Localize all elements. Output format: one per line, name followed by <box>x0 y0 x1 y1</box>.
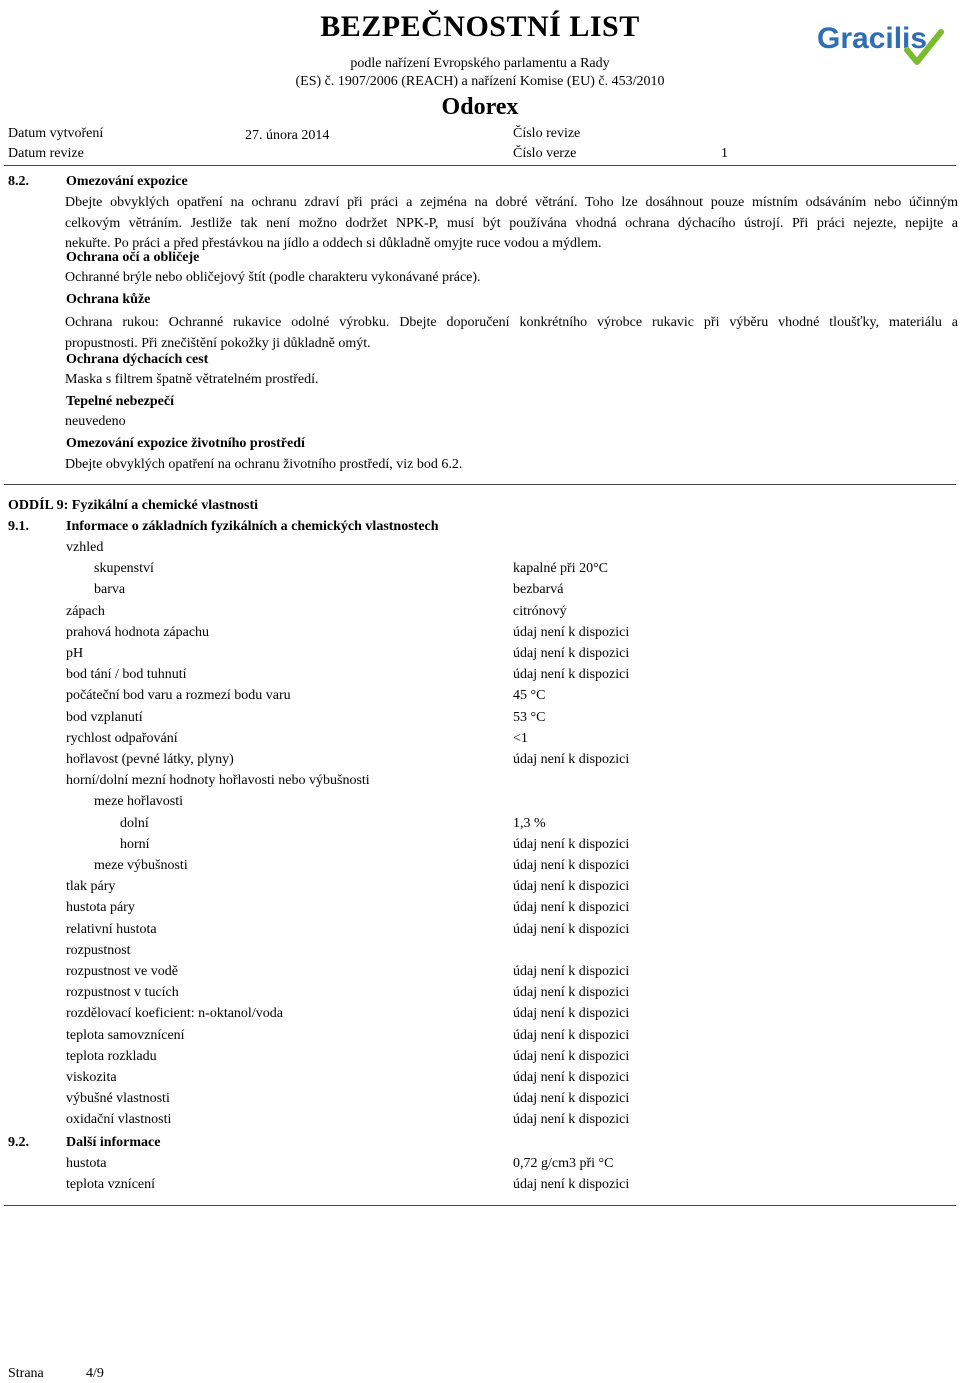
property-label: bod vzplanutí <box>66 709 143 725</box>
property-label: hořlavost (pevné látky, plyny) <box>66 752 234 767</box>
property-value: údaj není k dispozici <box>513 1091 630 1107</box>
property-value: údaj není k dispozici <box>513 836 630 852</box>
document-title: BEZPEČNOSTNÍ LIST <box>320 10 640 43</box>
property-label: teplota vznícení <box>66 1177 156 1193</box>
eye-protection-heading: Ochrana očí a obličeje <box>66 250 200 265</box>
section-9-2-number: 9.2. <box>8 1135 29 1150</box>
property-label: rychlost odpařování <box>66 730 178 746</box>
property-value: 1,3 % <box>513 815 546 831</box>
regulation-line-1: podle nařízení Evropského parlamentu a Rady <box>350 56 610 71</box>
regulation-line-2: (ES) č. 1907/2006 (REACH) a nařízení Komise (EU) č. 453/2010 <box>295 74 665 89</box>
property-label: tlak páry <box>66 879 116 895</box>
section-9-1-number: 9.1. <box>8 519 29 534</box>
environmental-exposure-heading: Omezování expozice životního prostředí <box>66 436 305 451</box>
property-value: citrónový <box>513 603 567 619</box>
product-name: Odorex <box>441 94 519 120</box>
page-number: 4/9 <box>86 1366 104 1381</box>
skin-protection-line-1: Ochrana rukou: Ochranné rukavice odolné výrobku. Dbejte doporučení konkrétního výrobce rukavic při výběru vhodné tloušťky, materiálu a <box>65 315 958 330</box>
property-value: údaj není k dispozici <box>513 1177 630 1193</box>
header-divider <box>4 165 956 166</box>
respiratory-protection-text: Maska s filtrem špatně větratelném prostředí. <box>65 372 319 387</box>
property-label: výbušné vlastnosti <box>66 1091 170 1107</box>
property-value: údaj není k dispozici <box>513 985 630 1001</box>
property-label: relativní hustota <box>66 921 157 937</box>
section-9-heading: ODDÍL 9: Fyzikální a chemické vlastnosti <box>8 498 259 513</box>
property-label: hustota <box>66 1156 107 1171</box>
property-value: údaj není k dispozici <box>513 624 630 640</box>
created-label: Datum vytvoření <box>8 126 104 141</box>
section-9-2-heading: Další informace <box>66 1135 161 1150</box>
skin-protection-line-2: propustnosti. Při znečištění pokožky ji důkladně omýt. <box>65 335 371 351</box>
environmental-exposure-text: Dbejte obvyklých opatření na ochranu životního prostředí, viz bod 6.2. <box>65 457 463 472</box>
property-label: zápach <box>66 603 105 619</box>
property-value: údaj není k dispozici <box>513 1027 630 1043</box>
property-value: <1 <box>513 730 528 746</box>
skin-protection-paragraph <box>65 313 958 354</box>
ventilation-line-1: Dbejte obvyklých opatření na ochranu zdraví při práci a zejména na dobré větrání. Toho lze dosáhnout pouze místním odsáváním nebo účinným <box>65 195 958 210</box>
section-9-divider <box>4 1205 956 1206</box>
property-label: oxidační vlastnosti <box>66 1112 172 1128</box>
ventilation-paragraph <box>65 193 958 255</box>
gracilis-logo <box>815 16 945 81</box>
revision-date-label: Datum revize <box>8 146 84 161</box>
section-8-divider <box>4 484 956 485</box>
property-label: teplota samovznícení <box>66 1027 185 1043</box>
section-8-2-heading: Omezování expozice <box>66 174 188 189</box>
eye-protection-text: Ochranné brýle nebo obličejový štít (podle charakteru vykonávané práce). <box>65 270 481 285</box>
property-value: údaj není k dispozici <box>513 921 630 937</box>
property-label: horní/dolní mezní hodnoty hořlavosti nebo výbušnosti <box>66 773 370 789</box>
property-value: údaj není k dispozici <box>513 1006 630 1022</box>
property-label: rozdělovací koeficient: n-oktanol/voda <box>66 1006 283 1022</box>
property-value: údaj není k dispozici <box>513 646 630 661</box>
property-label: počáteční bod varu a rozmezí bodu varu <box>66 688 291 704</box>
section-9-1-heading: Informace o základních fyzikálních a chemických vlastnostech <box>66 519 439 534</box>
property-value: kapalné při 20°C <box>513 561 609 577</box>
property-value: údaj není k dispozici <box>513 900 630 916</box>
revision-number-label: Číslo revize <box>513 126 581 141</box>
property-label: viskozita <box>66 1070 117 1085</box>
property-label: meze výbušnosti <box>94 858 188 873</box>
property-value: údaj není k dispozici <box>513 879 630 895</box>
property-value: údaj není k dispozici <box>513 964 630 979</box>
property-value: údaj není k dispozici <box>513 1048 630 1064</box>
property-value: 53 °C <box>513 709 546 725</box>
property-label: bod tání / bod tuhnutí <box>66 667 187 683</box>
thermal-hazard-heading: Tepelné nebezpečí <box>66 394 174 409</box>
property-label: rozpustnost <box>66 942 131 958</box>
property-value: údaj není k dispozici <box>513 1070 630 1085</box>
property-label: barva <box>94 582 126 598</box>
property-value: údaj není k dispozici <box>513 1112 630 1128</box>
property-label: teplota rozkladu <box>66 1048 157 1064</box>
ventilation-line-3: nekuřte. Po práci a před přestávkou na jídlo a oddech si důkladně omyjte ruce vodou a mýdlem. <box>65 236 602 251</box>
skin-protection-heading: Ochrana kůže <box>66 292 151 307</box>
property-value: údaj není k dispozici <box>513 752 630 767</box>
property-label: dolní <box>120 815 149 831</box>
thermal-hazard-text: neuvedeno <box>65 414 126 429</box>
property-value: údaj není k dispozici <box>513 667 630 683</box>
property-label: meze hořlavosti <box>94 794 184 810</box>
property-value: bezbarvá <box>513 582 564 598</box>
property-label: vzhled <box>66 540 104 555</box>
property-value: údaj není k dispozici <box>513 858 630 873</box>
property-value: 45 °C <box>513 688 546 704</box>
property-label: horní <box>120 836 150 852</box>
property-label: prahová hodnota zápachu <box>66 624 210 640</box>
property-label: rozpustnost ve vodě <box>66 964 178 979</box>
page-label: Strana <box>8 1366 44 1381</box>
section-8-2-number: 8.2. <box>8 174 29 189</box>
version-label: Číslo verze <box>513 146 577 161</box>
version-value: 1 <box>721 146 728 161</box>
property-value: 0,72 g/cm3 při °C <box>513 1156 614 1171</box>
respiratory-protection-heading: Ochrana dýchacích cest <box>66 352 209 367</box>
ventilation-line-2: celkovým větráním. Jestliže tak není možno dodržet NPK-P, musí být používána vhodná ochrana dýchacího ústrojí. Při práci nejezte, nepijte a <box>65 215 958 231</box>
property-label: skupenství <box>94 561 154 577</box>
property-label: pH <box>66 646 84 661</box>
property-label: rozpustnost v tucích <box>66 985 179 1001</box>
created-value: 27. února 2014 <box>245 128 330 143</box>
property-label: hustota páry <box>66 900 135 916</box>
logo-text: Gracilis <box>817 22 928 55</box>
